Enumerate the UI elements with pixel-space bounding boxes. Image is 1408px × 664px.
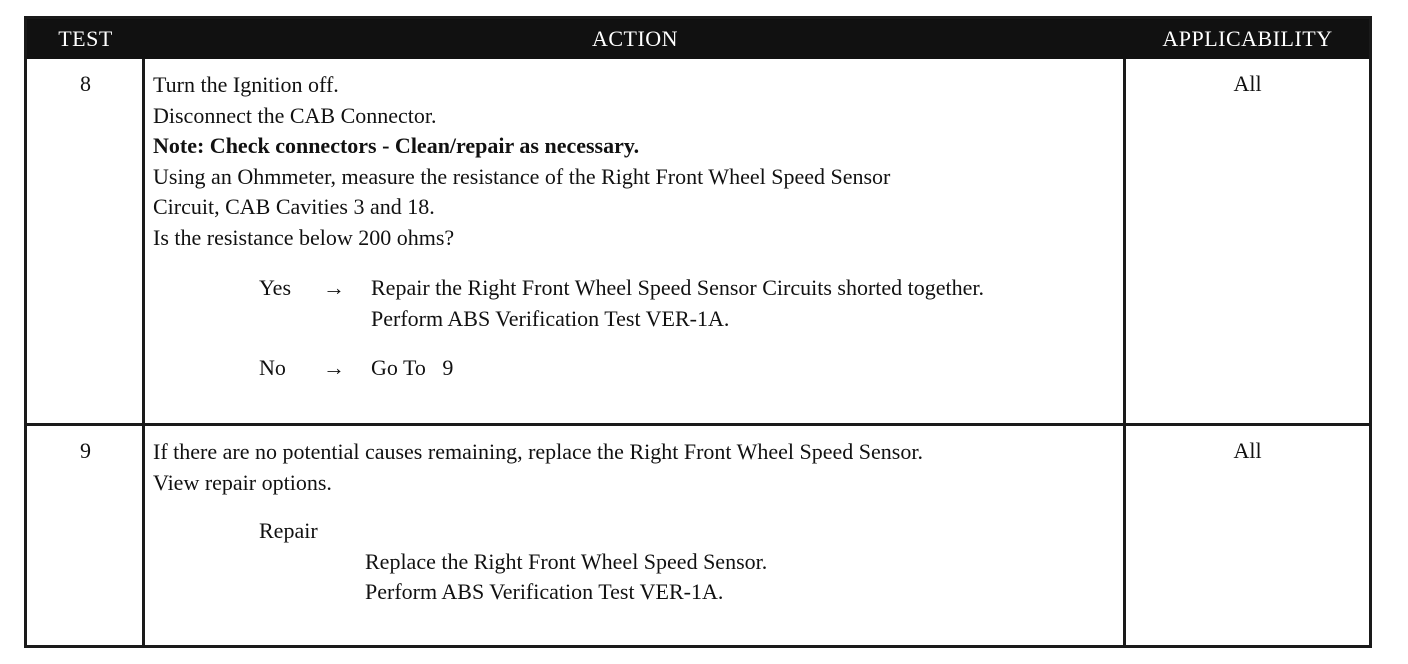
applicability-value: All [1233, 71, 1262, 96]
right-arrow-icon: → [323, 355, 345, 380]
repair-step: Replace the Right Front Wheel Speed Sensor. [365, 548, 768, 574]
header-test: TEST [58, 26, 113, 51]
test-number: 9 [80, 438, 91, 463]
action-line: Turn the Ignition off. [153, 72, 339, 97]
yes-branch [153, 273, 1115, 334]
applicability-value: All [1233, 438, 1262, 463]
action-line: If there are no potential causes remaining, replace the Right Front Wheel Speed Sensor. [153, 439, 923, 464]
repair-label: Repair [259, 518, 318, 543]
right-arrow-icon: → [323, 275, 345, 300]
question-line: Is the resistance below 200 ohms? [153, 224, 455, 250]
yes-text-2: Perform ABS Verification Test VER-1A. [371, 305, 730, 331]
header-applicability: APPLICABILITY [1162, 26, 1333, 51]
no-text: Go To 9 [371, 355, 454, 380]
action-text [153, 437, 1115, 608]
action-line: Circuit, CAB Cavities 3 and 18. [153, 194, 435, 219]
action-text [153, 70, 1115, 384]
no-branch [153, 353, 1115, 384]
table-row-9 [27, 426, 1369, 648]
table-header [27, 19, 1369, 59]
repair-block [153, 516, 1115, 608]
diagnostic-table [24, 16, 1372, 648]
action-line: Using an Ohmmeter, measure the resistance of the Right Front Wheel Speed Sensor [153, 163, 891, 189]
action-line: View repair options. [153, 469, 332, 495]
repair-step: Perform ABS Verification Test VER-1A. [365, 579, 724, 604]
table-row-8 [27, 59, 1369, 423]
test-number: 8 [80, 71, 91, 96]
yes-text: Repair the Right Front Wheel Speed Sensor Circuits shorted together. [371, 275, 985, 300]
no-label: No [259, 355, 286, 380]
action-line: Disconnect the CAB Connector. [153, 102, 437, 128]
yes-label: Yes [259, 275, 292, 300]
note-line: Note: Check connectors - Clean/repair as necessary. [153, 133, 640, 158]
header-action: ACTION [591, 26, 679, 51]
